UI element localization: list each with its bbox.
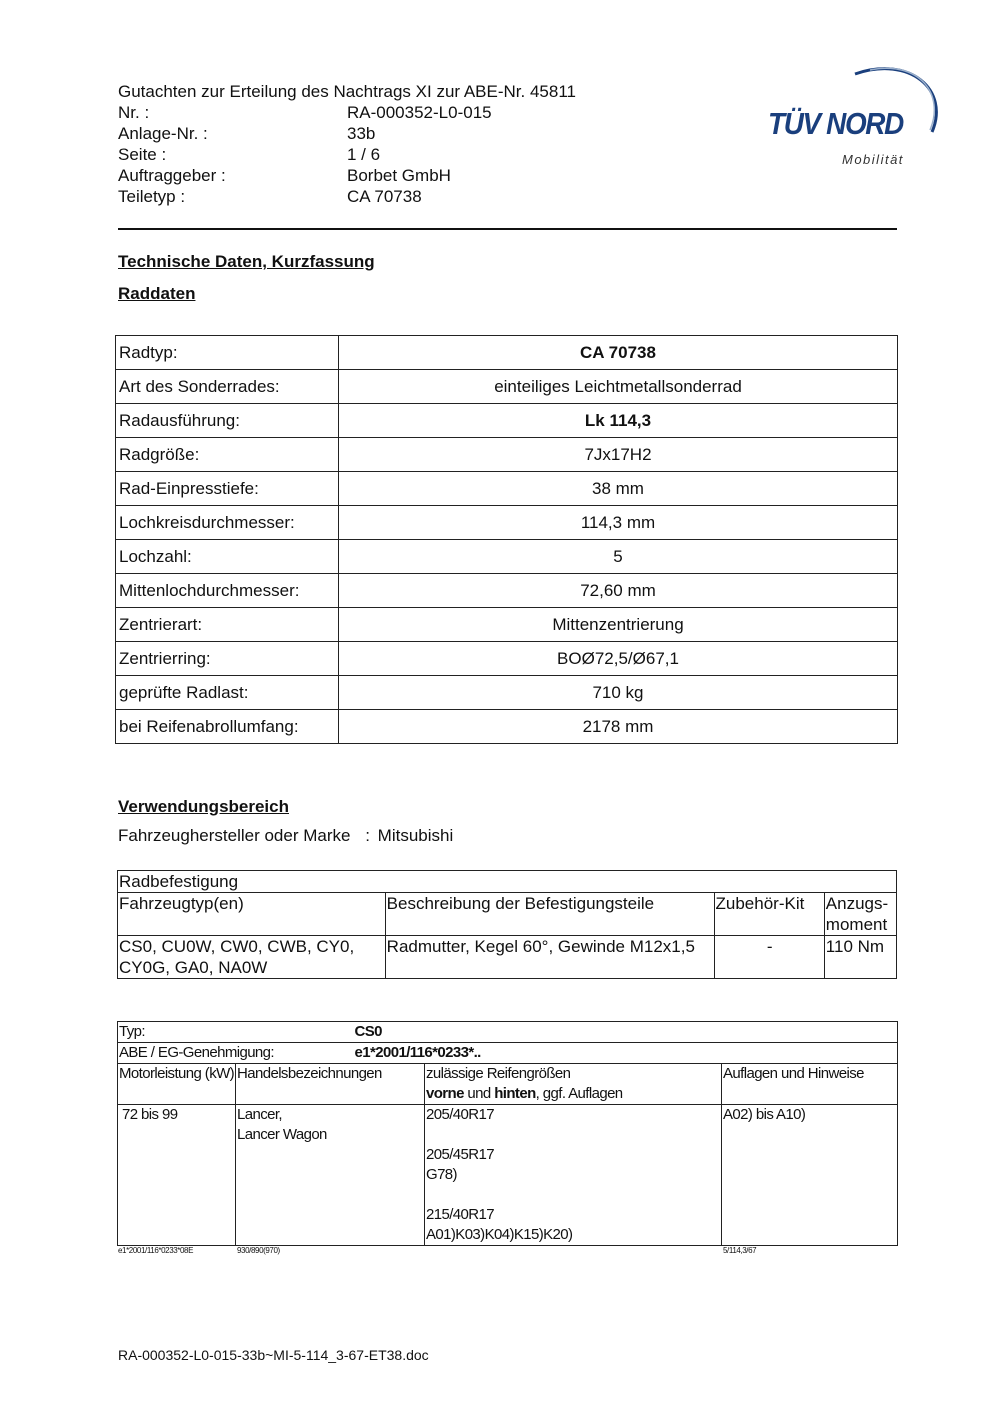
table-row (116, 608, 898, 642)
header-label: Seite : (118, 145, 167, 164)
header-value: 1 / 6 (347, 145, 381, 164)
table-row (116, 370, 898, 404)
notes-cell: A02) bis A10) (722, 1105, 898, 1246)
row-value: BOØ72,5/Ø67,1 (339, 642, 898, 676)
section-title-raddaten: Raddaten (118, 284, 196, 303)
table-row (118, 936, 897, 979)
table-row (116, 540, 898, 574)
header-value: RA-000352-L0-015 (347, 103, 492, 122)
column-header: Anzugs-moment (824, 893, 896, 936)
trade-name: Lancer Wagon (237, 1126, 327, 1143)
footnote-bolt-pattern: 5/114,3/67 (723, 1246, 757, 1255)
row-label: Radausführung: (116, 404, 339, 438)
header-row-seite (118, 144, 576, 165)
header-row-anlage (118, 123, 576, 144)
row-label: geprüfte Radlast: (116, 676, 339, 710)
row-value: 5 (339, 540, 898, 574)
row-label: Mittenlochdurchmesser: (116, 574, 339, 608)
table-cell: CS0, CU0W, CW0, CWB, CY0, CY0G, GA0, NA0W (118, 936, 386, 979)
row-label: Lochkreisdurchmesser: (116, 506, 339, 540)
row-value: 7Jx17H2 (339, 438, 898, 472)
column-header: Handelsbezeichnungen (236, 1064, 425, 1105)
vehicle-table (117, 1021, 898, 1246)
table-cell: Radmutter, Kegel 60°, Gewinde M12x1,5 (385, 936, 714, 979)
document-title: Gutachten zur Erteilung des Nachtrags XI zur ABE-Nr. 45811 (118, 82, 576, 101)
typ-value: CS0 (354, 1023, 382, 1040)
table-row (116, 404, 898, 438)
column-header: Motorleistung (kW) (118, 1064, 236, 1105)
table-header-row (118, 893, 897, 936)
header-row-teiletyp (118, 186, 576, 207)
trade-names-cell (236, 1105, 425, 1246)
row-label: bei Reifenabrollumfang: (116, 710, 339, 744)
row-label: Zentrierring: (116, 642, 339, 676)
table-header-row (118, 1064, 898, 1105)
table-row (116, 336, 898, 370)
typ-label: Typ: (119, 1023, 145, 1040)
column-header: Beschreibung der Befestigungsteile (385, 893, 714, 936)
footnote-approval: e1*2001/116*0233*08E (118, 1246, 194, 1255)
row-value: 710 kg (339, 676, 898, 710)
header-label: Auftraggeber : (118, 166, 226, 185)
tyre-line: 205/45R17 (426, 1146, 494, 1163)
row-label: Radtyp: (116, 336, 339, 370)
header-divider (118, 228, 897, 230)
row-value: Mittenzentrierung (339, 608, 898, 642)
tyre-line: G78) (426, 1166, 457, 1183)
fastening-title: Radbefestigung (118, 871, 897, 893)
power-cell: 72 bis 99 (118, 1105, 236, 1246)
abe-value: e1*2001/116*0233*.. (354, 1044, 481, 1061)
tyres-front-label: vorne (426, 1085, 464, 1102)
table-row (116, 710, 898, 744)
tyres-and-label: und (463, 1085, 495, 1102)
trade-name: Lancer, (237, 1106, 283, 1123)
row-value: einteiliges Leichtmetallsonderrad (339, 370, 898, 404)
table-row (118, 1043, 898, 1064)
row-value: 38 mm (339, 472, 898, 506)
header-label: Nr. : (118, 103, 150, 122)
tyres-rear-label: hinten (494, 1085, 536, 1102)
tyre-line: 215/40R17 (426, 1206, 494, 1223)
table-cell: 110 Nm (824, 936, 896, 979)
header-value: Borbet GmbH (347, 166, 451, 185)
document-header (118, 81, 576, 207)
row-value: 2178 mm (339, 710, 898, 744)
footnote-weights: 930/890(970) (237, 1246, 280, 1255)
table-row (116, 574, 898, 608)
fastening-table (117, 870, 897, 979)
tyres-header-line2 (426, 1084, 721, 1104)
tyre-line: A01)K03)K04)K15)K20) (426, 1226, 573, 1243)
tyre-line (426, 1125, 721, 1145)
header-label: Teiletyp : (118, 187, 186, 206)
table-row (118, 871, 897, 893)
tyre-line (426, 1185, 721, 1205)
header-label: Anlage-Nr. : (118, 124, 208, 143)
table-row (116, 506, 898, 540)
row-value: CA 70738 (339, 336, 898, 370)
row-value: 114,3 mm (339, 506, 898, 540)
abe-value-cell (354, 1043, 898, 1064)
tyre-line: 205/40R17 (426, 1106, 494, 1123)
logo-subtitle: Mobilität (842, 152, 904, 167)
column-header: Fahrzeugtyp(en) (118, 893, 386, 936)
section-title-verwendung: Verwendungsbereich (118, 797, 289, 816)
column-header: Auflagen und Hinweise (722, 1064, 898, 1105)
row-label: Art des Sonderrades: (116, 370, 339, 404)
column-header: Zubehör-Kit (714, 893, 824, 936)
table-row (118, 1105, 898, 1246)
manufacturer-value: Mitsubishi (377, 826, 454, 845)
manufacturer-line (118, 826, 453, 846)
table-row (116, 676, 898, 710)
logo-wordmark: TÜV NORD (768, 106, 903, 141)
tyres-rest-label: , ggf. Auflagen (535, 1085, 623, 1102)
row-label: Zentrierart: (116, 608, 339, 642)
table-row (118, 1022, 898, 1043)
row-value: Lk 114,3 (339, 404, 898, 438)
header-row-auftraggeber (118, 165, 576, 186)
abe-label: ABE / EG-Genehmigung: (119, 1044, 274, 1061)
row-label: Rad-Einpresstiefe: (116, 472, 339, 506)
header-row-nr (118, 102, 576, 123)
row-label: Lochzahl: (116, 540, 339, 574)
table-row (116, 642, 898, 676)
raddaten-table (115, 335, 898, 744)
table-cell: - (714, 936, 824, 979)
row-label: Radgröße: (116, 438, 339, 472)
typ-value-cell (354, 1022, 898, 1043)
manufacturer-separator: : (365, 826, 370, 845)
tyres-header-line: zulässige Reifengrößen (426, 1065, 571, 1082)
row-value: 72,60 mm (339, 574, 898, 608)
document-footer: RA-000352-L0-015-33b~MI-5-114_3-67-ET38.doc (118, 1347, 429, 1363)
tyres-cell (425, 1105, 722, 1246)
manufacturer-label: Fahrzeughersteller oder Marke (118, 826, 351, 845)
table-row (116, 438, 898, 472)
tuv-nord-logo (760, 60, 945, 170)
column-header-tyres (425, 1064, 722, 1105)
section-title-tech: Technische Daten, Kurzfassung (118, 252, 375, 271)
header-value: 33b (347, 124, 376, 143)
table-row (116, 472, 898, 506)
header-value: CA 70738 (347, 187, 422, 206)
